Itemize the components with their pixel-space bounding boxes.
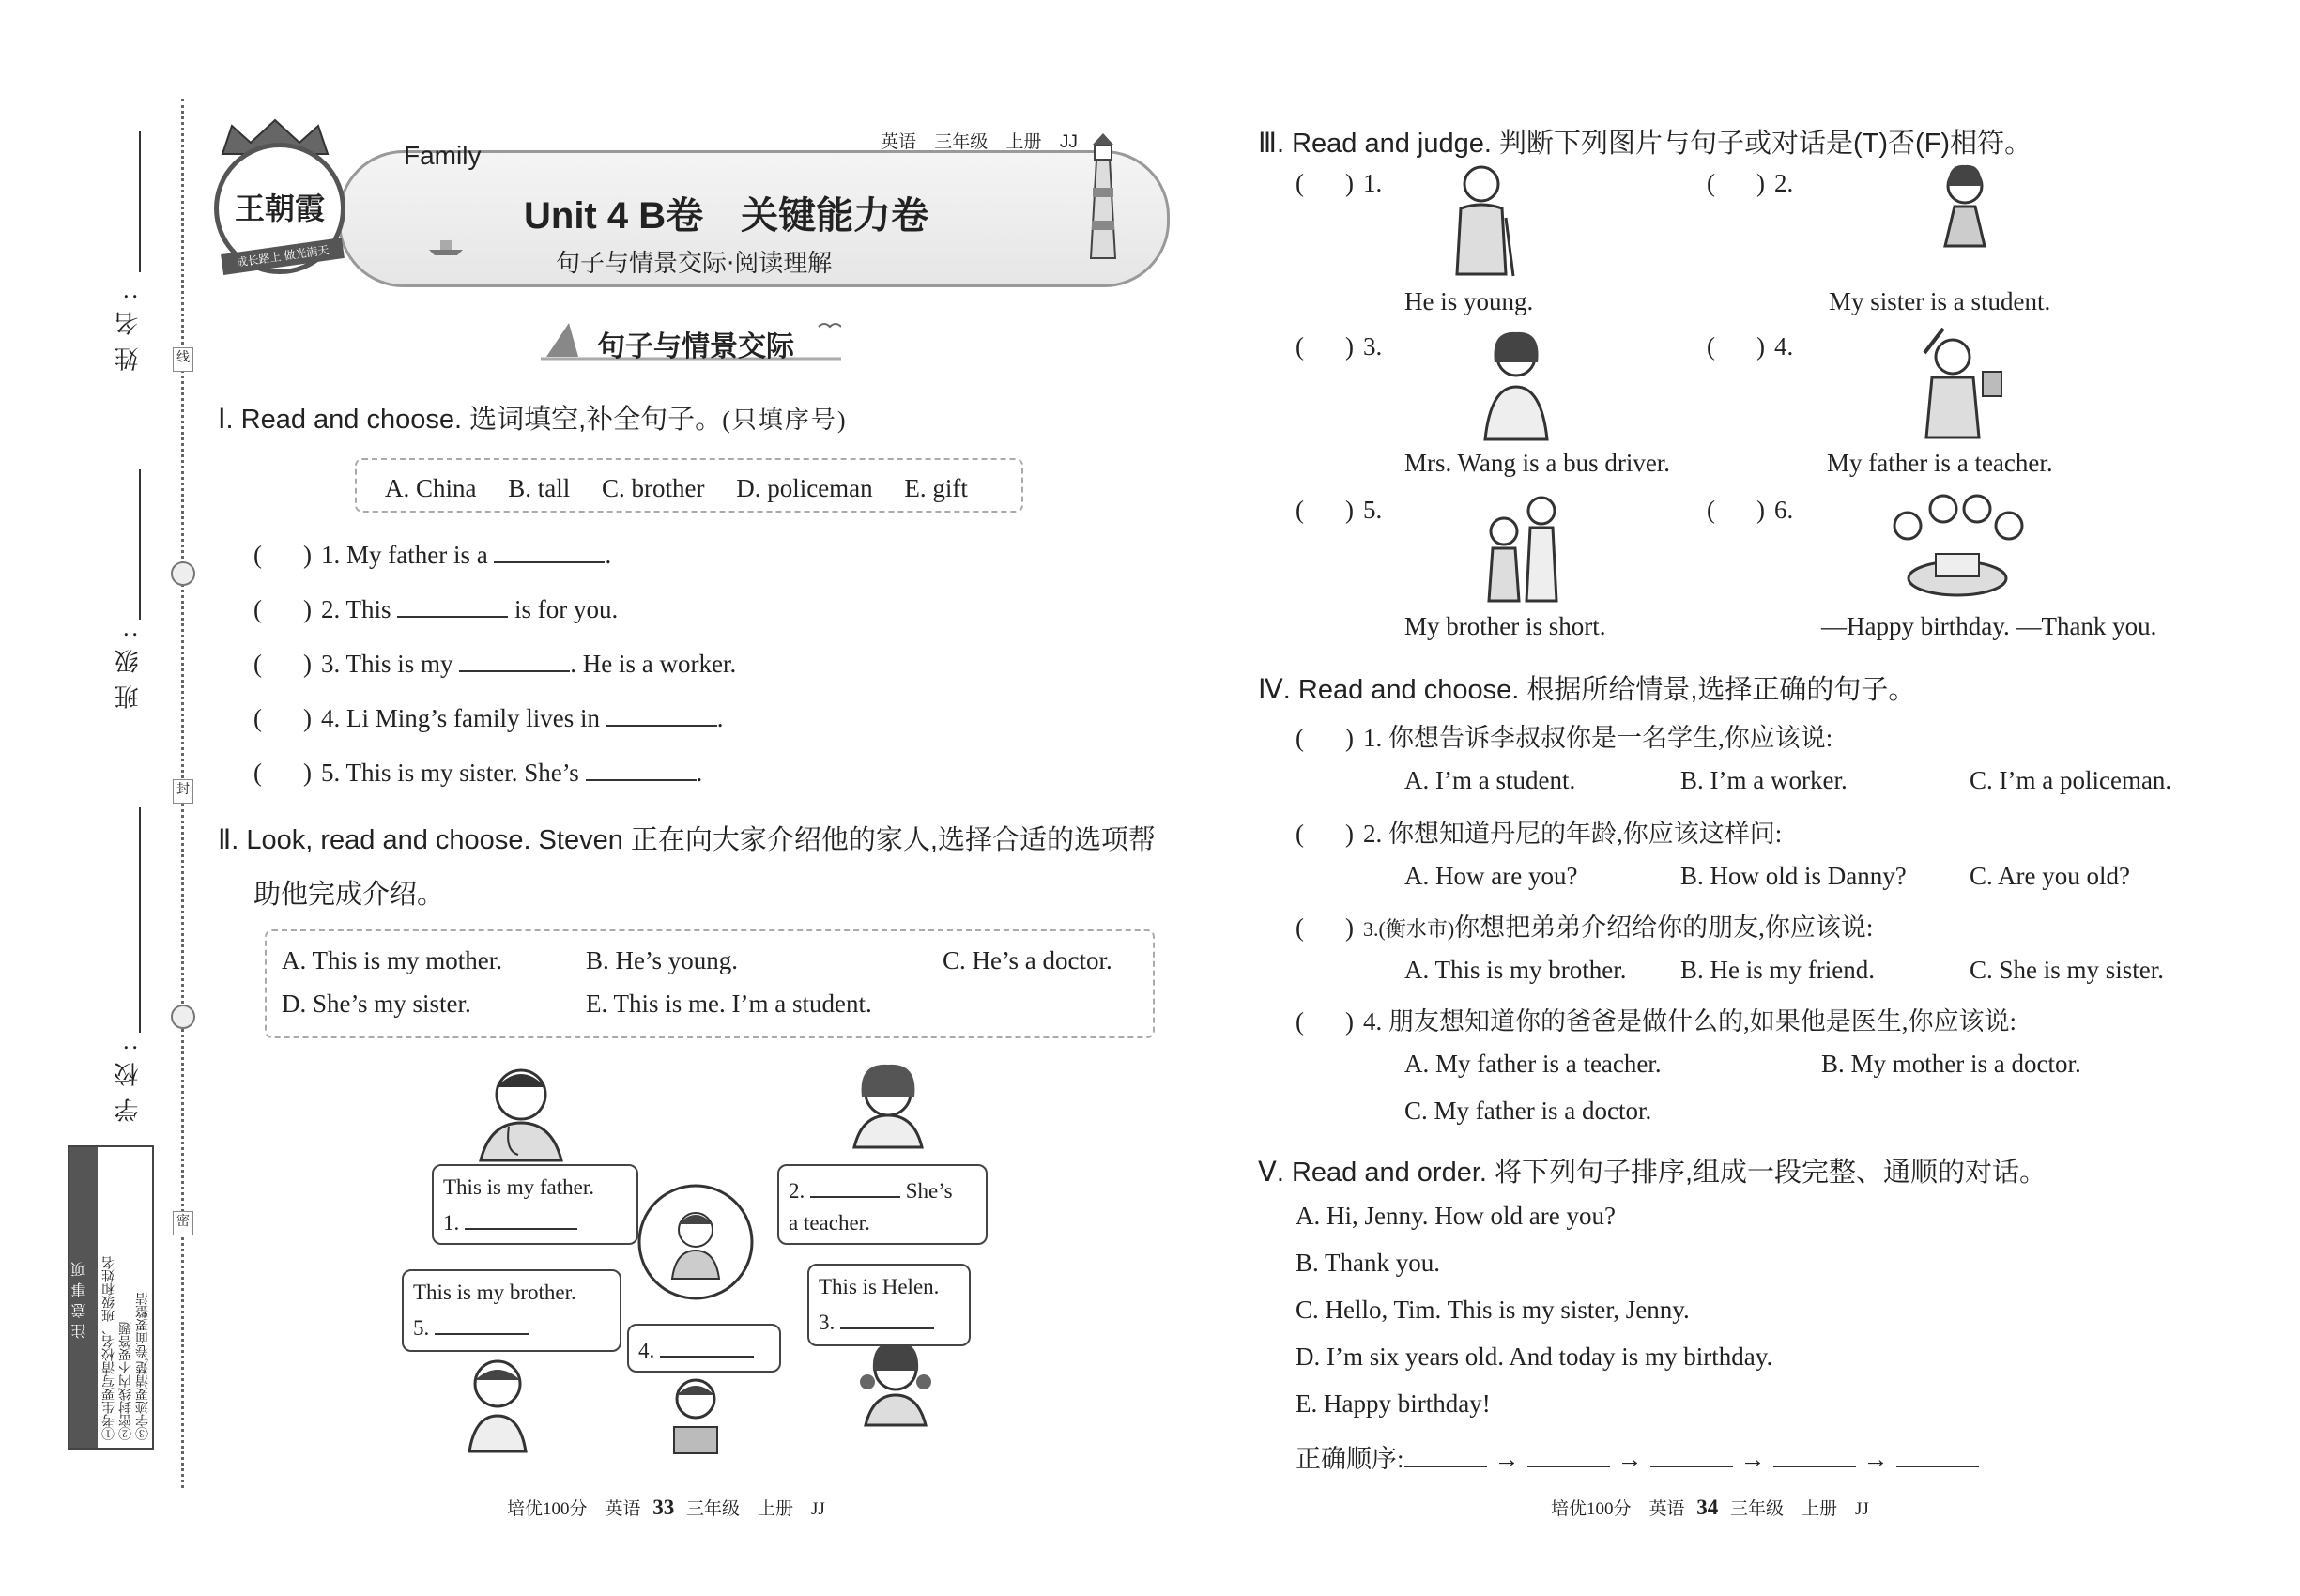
bubble-number: 1. xyxy=(443,1211,460,1235)
speech-bubble-helen xyxy=(807,1264,971,1346)
part3-item-1-number: ( ) 1. xyxy=(1296,169,1383,197)
brother-illustration xyxy=(451,1352,544,1455)
bubble-text: a teacher. xyxy=(789,1211,870,1235)
order-label: 正确顺序: xyxy=(1296,1445,1404,1473)
part4-question-4: ( ) 4. 朋友想知道你的爸爸是做什么的,如果他是医生,你应该说: xyxy=(1296,1007,2017,1036)
bubble-number: 4. xyxy=(638,1339,655,1362)
item-text: 1. My father is a xyxy=(321,541,495,569)
open-paren: ( xyxy=(253,704,262,732)
fill-blank[interactable] xyxy=(397,591,508,618)
open-paren: ( xyxy=(253,759,262,787)
notice-title: 注意事项 xyxy=(69,1147,98,1448)
ship-icon xyxy=(427,235,465,257)
arrow-icon: → xyxy=(1494,1445,1520,1473)
birthday-party-illustration xyxy=(1887,488,2028,605)
part4-q3-option-b: B. He is my friend. xyxy=(1680,956,1875,984)
order-blank-5[interactable] xyxy=(1896,1441,1979,1467)
speech-bubble-mother xyxy=(777,1164,988,1245)
name-field[interactable] xyxy=(139,131,141,272)
cook-man-illustration xyxy=(1906,325,2009,441)
part4-question-1: ( ) 1. 你想告诉李叔叔你是一名学生,你应该说: xyxy=(1296,724,1833,752)
open-paren: ( xyxy=(253,541,262,569)
question-text: 2. 你想知道丹尼的年龄,你应该这样问: xyxy=(1363,820,1783,848)
bubble-text: She’s xyxy=(905,1179,953,1203)
class-label: 班级: xyxy=(115,620,142,710)
item-number: 5. xyxy=(1363,496,1383,524)
part4-question-2: ( ) 2. 你想知道丹尼的年龄,你应该这样问: xyxy=(1296,820,1783,848)
binding-hole xyxy=(171,1005,195,1029)
item-number: 6. xyxy=(1774,496,1794,524)
part2-option-e: E. This is me. I’m a student. xyxy=(586,990,872,1018)
page-title: Unit 4 B卷 关键能力卷 xyxy=(524,195,929,237)
item-text: 5. This is my sister. She’s xyxy=(321,759,586,787)
item-text: . He is a worker. xyxy=(570,650,737,678)
steven-illustration xyxy=(635,1181,757,1303)
question-text: 4. 朋友想知道你的爸爸是做什么的,如果他是医生,你应该说: xyxy=(1363,1007,2017,1036)
girl-illustration xyxy=(1932,161,1998,280)
fill-blank[interactable] xyxy=(494,537,605,563)
item-number: 4. xyxy=(1774,332,1794,361)
fill-blank[interactable] xyxy=(459,646,570,672)
part4-q4-option-c: C. My father is a doctor. xyxy=(1404,1097,1652,1125)
footer-meta: 三年级 上册 JJ xyxy=(686,1499,825,1519)
part2-option-c: C. He’s a doctor. xyxy=(943,946,1112,974)
arrow-icon: → xyxy=(1617,1445,1643,1473)
part4-question-3: ( ) 3.(衡水市)你想把弟弟介绍给你的朋友,你应该说: xyxy=(1296,913,1874,942)
part4-q3-option-a: A. This is my brother. xyxy=(1404,956,1627,984)
item-text: 4. Li Ming’s family lives in xyxy=(321,704,606,732)
name-label: 姓名: xyxy=(115,282,142,372)
old-man-illustration xyxy=(1444,161,1519,280)
part5-line-b: B. Thank you. xyxy=(1296,1249,1440,1277)
part4-q1-option-a: A. I’m a student. xyxy=(1404,766,1576,794)
item-number: 2. xyxy=(1774,169,1794,197)
fill-blank[interactable] xyxy=(810,1172,900,1198)
order-blank-2[interactable] xyxy=(1527,1441,1610,1467)
part5-line-a: A. Hi, Jenny. How old are you? xyxy=(1296,1202,1616,1230)
speech-bubble-brother xyxy=(402,1269,621,1352)
arrow-icon: → xyxy=(1740,1445,1766,1473)
school-label: 学校: xyxy=(115,1033,142,1123)
part3-item-1-text: He is young. xyxy=(1404,287,1534,315)
teacher-woman-illustration xyxy=(1474,325,1558,441)
question-tag: 3.(衡水市) xyxy=(1363,917,1455,941)
close-paren: ) xyxy=(303,650,312,678)
fill-blank[interactable] xyxy=(586,755,697,781)
order-blank-3[interactable] xyxy=(1650,1441,1733,1467)
part4-q3-option-c: C. She is my sister. xyxy=(1970,956,2165,984)
page-number: 34 xyxy=(1696,1496,1719,1519)
part1-options: A. China B. tall C. brother D. policeman E. gift xyxy=(385,474,968,502)
open-paren: ( xyxy=(253,595,262,623)
part4-q1-option-b: B. I’m a worker. xyxy=(1680,766,1848,794)
close-paren: ) xyxy=(303,759,312,787)
part3-item-5-text: My brother is short. xyxy=(1404,612,1606,640)
footer-meta: 三年级 上册 JJ xyxy=(1730,1499,1869,1519)
notice-line: ③字迹要清楚,卷面要整洁 xyxy=(136,1292,150,1440)
order-blank-1[interactable] xyxy=(1404,1441,1487,1467)
part2-heading-line2: 助他完成介绍。 xyxy=(253,880,445,910)
question-text: 你想把弟弟介绍给你的朋友,你应该说: xyxy=(1454,913,1874,942)
part3-heading: Ⅲ. Read and judge. 判断下列图片与句子或对话是(T)否(F)相符。 xyxy=(1258,129,2032,159)
logo-text: 王朝霞 xyxy=(234,191,325,226)
part3-item-5-number: ( ) 5. xyxy=(1296,496,1383,524)
part1-note: (只填序号) xyxy=(722,407,848,434)
page-subtitle: 句子与情景交际·阅读理解 xyxy=(556,250,833,278)
bubble-number: 2. xyxy=(789,1179,805,1203)
school-field[interactable] xyxy=(139,807,141,1033)
part3-item-2-text: My sister is a student. xyxy=(1829,287,2051,315)
part1-heading xyxy=(218,398,848,437)
cut-mark-secret: 密 xyxy=(173,1211,193,1235)
bubble-number: 5. xyxy=(413,1316,430,1340)
book-meta: 英语 三年级 上册 JJ xyxy=(881,132,1078,152)
bubble-text: This is Helen. xyxy=(819,1275,940,1298)
item-number: 3. xyxy=(1363,332,1383,361)
cut-mark-line: 线 xyxy=(173,347,193,372)
item-text: . xyxy=(696,759,703,787)
footer-right xyxy=(1551,1495,1869,1520)
part3-item-3-text: Mrs. Wang is a bus driver. xyxy=(1404,449,1671,477)
notice-box xyxy=(68,1145,154,1450)
speech-bubble-father xyxy=(432,1164,638,1245)
item-number: 1. xyxy=(1363,169,1383,197)
binding-hole xyxy=(171,561,195,586)
part4-q1-option-c: C. I’m a policeman. xyxy=(1970,766,2172,794)
close-paren: ) xyxy=(303,595,312,623)
part4-q4-option-b: B. My mother is a doctor. xyxy=(1821,1050,2081,1078)
section-title: 句子与情景交际 xyxy=(597,330,794,363)
notice-line: ②密封线内不要答题 xyxy=(119,1322,133,1440)
part2-option-a: A. This is my mother. xyxy=(282,946,503,974)
theme-label: Family xyxy=(404,141,482,170)
footer-book: 培优100分 英语 xyxy=(507,1499,641,1519)
part4-q2-option-a: A. How are you? xyxy=(1404,862,1578,890)
part5-line-e: E. Happy birthday! xyxy=(1296,1389,1491,1418)
student-reading-illustration xyxy=(653,1371,738,1465)
speech-bubble-student xyxy=(627,1324,781,1373)
part2-heading-line1: Ⅱ. Look, read and choose. Steven 正在向大家介绍他的家人,选择合适的选项帮 xyxy=(218,825,1156,855)
item-text: is for you. xyxy=(508,595,619,623)
part3-item-6-number: ( ) 6. xyxy=(1707,496,1794,524)
order-blank-4[interactable] xyxy=(1773,1441,1856,1467)
part3-item-4-number: ( ) 4. xyxy=(1707,332,1794,361)
footer-left xyxy=(507,1495,825,1520)
part3-item-4-text: My father is a teacher. xyxy=(1827,449,2053,477)
item-text: 2. This xyxy=(321,595,398,623)
item-text: . xyxy=(716,704,724,732)
lighthouse-icon xyxy=(1080,131,1127,263)
notice-line: ①考生要写清校名、班级和姓名 xyxy=(102,1256,116,1440)
bubble-number: 3. xyxy=(819,1311,836,1334)
part4-q2-option-c: C. Are you old? xyxy=(1970,862,2130,890)
footer-book: 培优100分 英语 xyxy=(1551,1499,1685,1519)
close-paren: ) xyxy=(303,541,312,569)
open-paren: ( xyxy=(253,650,262,678)
bubble-text: This is my father. xyxy=(443,1175,594,1199)
fill-blank[interactable] xyxy=(840,1303,934,1329)
page-number: 33 xyxy=(652,1496,675,1519)
part5-line-d: D. I’m six years old. And today is my birthday. xyxy=(1296,1343,1773,1371)
close-paren: ) xyxy=(303,704,312,732)
part1-item-1 xyxy=(253,537,611,570)
arrow-icon: → xyxy=(1863,1445,1889,1473)
part3-item-2-number: ( ) 2. xyxy=(1707,169,1794,197)
class-field[interactable] xyxy=(139,469,141,620)
cut-mark-seal: 封 xyxy=(173,779,193,804)
helen-illustration xyxy=(849,1333,943,1427)
item-text: 3. This is my xyxy=(321,650,460,678)
part4-q2-option-b: B. How old is Danny? xyxy=(1680,862,1907,890)
part5-heading: Ⅴ. Read and order. 将下列句子排序,组成一段完整、通顺的对话。 xyxy=(1258,1158,2047,1188)
part1-item-4 xyxy=(253,700,724,733)
part1-heading-text: Ⅰ. Read and choose. 选词填空,补全句子。 xyxy=(218,405,723,435)
part1-item-3 xyxy=(253,646,736,679)
part2-option-b: B. He’s young. xyxy=(586,946,738,974)
part4-heading: Ⅳ. Read and choose. 根据所给情景,选择正确的句子。 xyxy=(1258,675,1916,705)
part5-order-row xyxy=(1296,1438,1979,1475)
part3-item-3-number: ( ) 3. xyxy=(1296,332,1383,361)
fill-blank[interactable] xyxy=(606,700,717,727)
mother-illustration xyxy=(841,1055,935,1149)
fill-blank[interactable] xyxy=(465,1204,577,1230)
part5-line-c: C. Hello, Tim. This is my sister, Jenny. xyxy=(1296,1296,1690,1324)
bubble-text: This is my brother. xyxy=(413,1281,576,1304)
item-text: . xyxy=(605,541,612,569)
logo-ribbon: 成长路上 做光满天 xyxy=(221,238,345,275)
part1-item-2 xyxy=(253,591,618,624)
part3-item-6-text: —Happy birthday. —Thank you. xyxy=(1821,612,2157,640)
part1-item-5 xyxy=(253,755,702,788)
part4-q4-option-a: A. My father is a teacher. xyxy=(1404,1050,1662,1078)
question-text: 1. 你想告诉李叔叔你是一名学生,你应该说: xyxy=(1363,724,1833,752)
fill-blank[interactable] xyxy=(660,1331,754,1358)
fill-blank[interactable] xyxy=(435,1309,529,1335)
part2-option-d: D. She’s my sister. xyxy=(282,990,471,1018)
father-doctor-illustration xyxy=(469,1059,573,1162)
two-children-illustration xyxy=(1476,488,1570,605)
